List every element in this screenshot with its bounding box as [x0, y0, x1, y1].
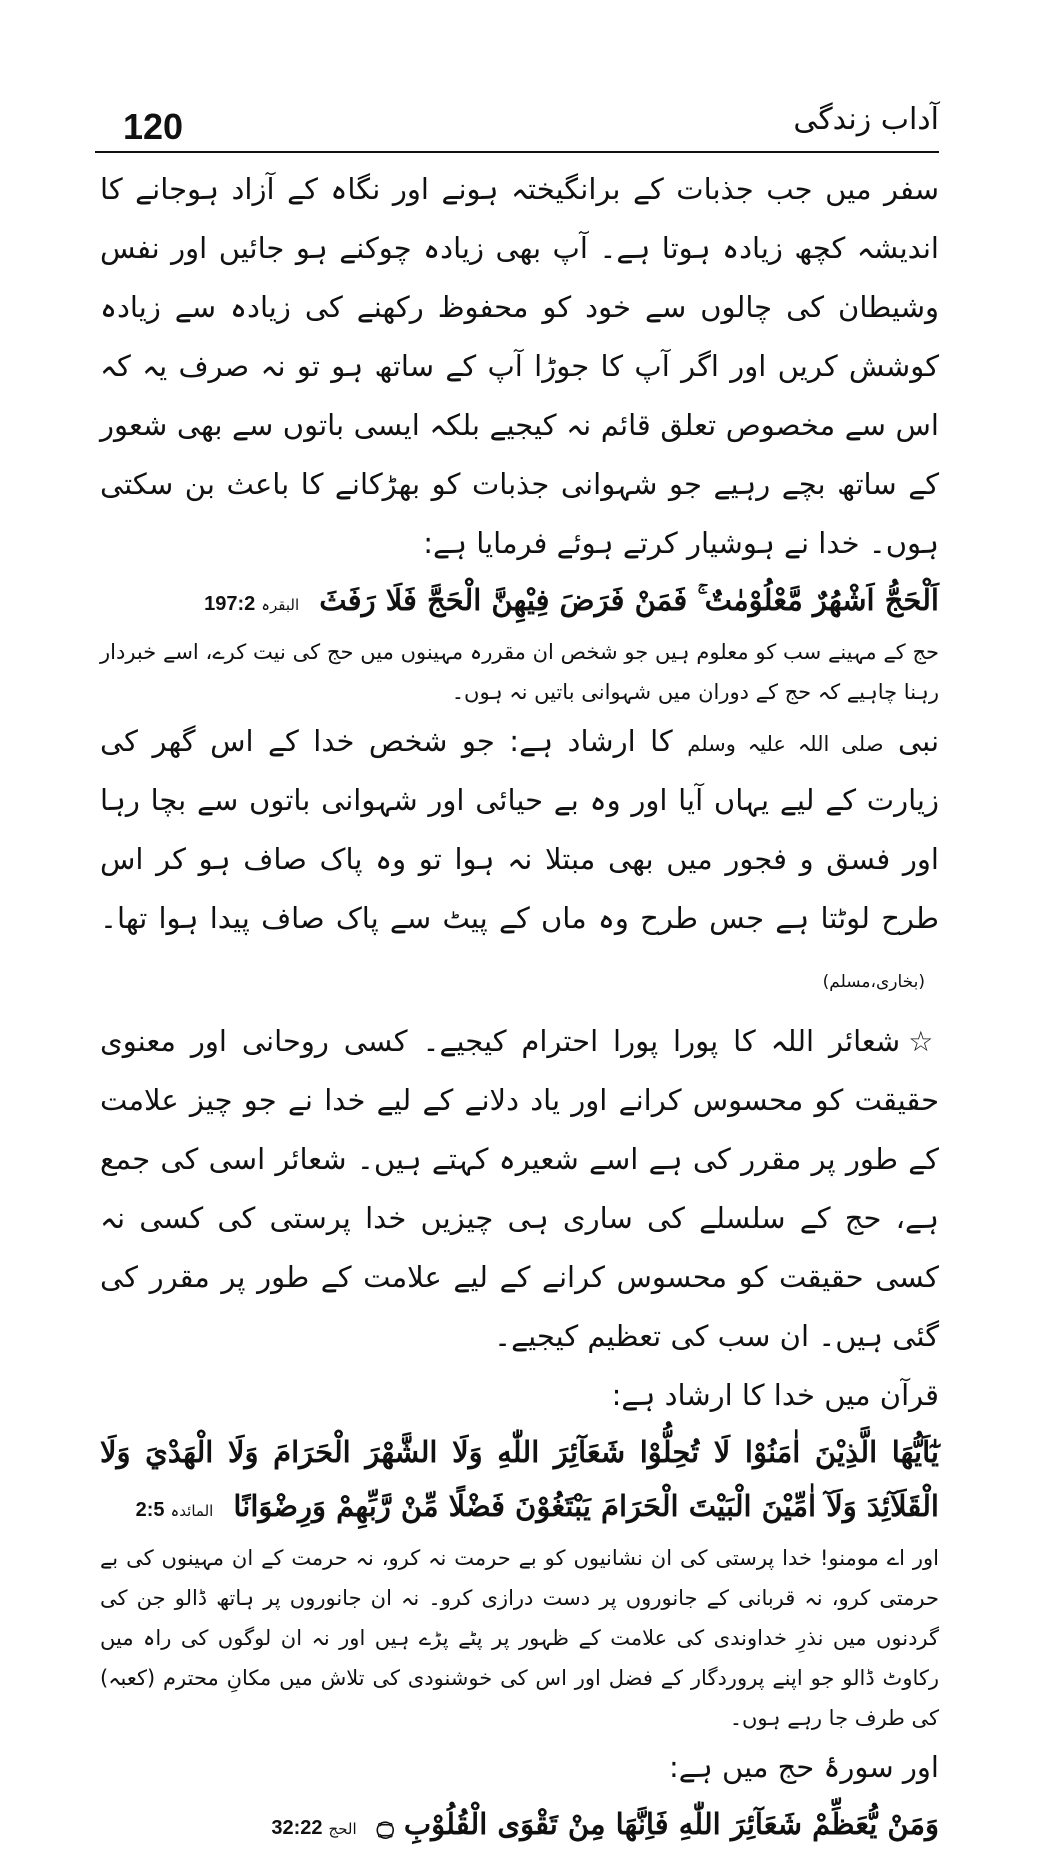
- verse-ref-label: المائدہ: [170, 1502, 214, 1520]
- verse-text: وَمَنْ يُّعَظِّمْ شَعَآئِرَ اللّٰهِ فَاِنَّهَا مِنْ تَقْوَى الْقُلُوْبِ ۝: [376, 1807, 939, 1841]
- paragraph-shaair: [100, 1012, 939, 1366]
- shaair-text: شعائر اللہ کا پورا پورا احترام کیجیے۔ کسی روحانی اور معنوی حقیقت کو محسوس کرانے اور یاد دلانے کے لیے خدا نے جو چیز علامت کے طور پر مقرر کی ہے اسے شعیرہ کہتے ہیں۔ شعائر اسی کی جمع ہے، حج کے سلسلے کی ساری ہی چیزیں خدا پرستی کی کسی نہ کسی حقیقت کو محسوس کرانے کے لیے علامت کے طور پر مقرر کی گئی ہیں۔ ان سب کی تعظیم کیجیے۔: [100, 1024, 939, 1353]
- verse-text: اَلْحَجُّ اَشْهُرٌ مَّعْلُوْمٰتٌ ۚ فَمَنْ فَرَضَ فِيْهِنَّ الْحَجَّ فَلَا رَفَثَ: [319, 583, 939, 617]
- header-rule: [95, 151, 939, 153]
- verse-ref-number: 2:5: [135, 1499, 165, 1521]
- verse-ref-label: الحج: [328, 1820, 357, 1838]
- paragraph-hajj-intro: اور سورۂ حج میں ہے:: [669, 1750, 939, 1784]
- hadith-prefix: نبی: [898, 724, 940, 758]
- quran-verse-hajj: [100, 1797, 939, 1856]
- quran-verse-maidah: [100, 1425, 939, 1538]
- page-body: [100, 160, 939, 1856]
- verse-ref-label: البقرہ: [261, 596, 300, 614]
- paragraph-hadith: [100, 712, 939, 1012]
- salawat-text: صلی اللہ علیہ وسلم: [687, 732, 884, 756]
- verse-ref-number: 197:2: [204, 593, 256, 615]
- hadith-citation: (بخاری،مسلم): [822, 972, 925, 992]
- page-number: 120: [123, 106, 184, 147]
- paragraph-quran-intro: قرآن میں خدا کا ارشاد ہے:: [611, 1378, 939, 1412]
- book-title: آداب زندگی: [793, 102, 939, 137]
- translation-baqarah: حج کے مہینے سب کو معلوم ہیں جو شخص ان مقررہ مہینوں میں حج کی نیت کرے، اسے خبردار رہنا چاہیے کہ حج کے دوران میں شہوانی باتیں نہ ہوں۔: [100, 640, 939, 704]
- paragraph-intro: سفر میں جب جذبات کے برانگیختہ ہونے اور نگاہ کے آزاد ہوجانے کا اندیشہ کچھ زیادہ ہوتا ہے۔ آپ بھی زیادہ چوکنے ہو جائیں اور نفس وشیطان کی چالوں سے خود کو محفوظ رکھنے کی زیادہ سے زیادہ کوشش کریں اور اگر آپ کا جوڑا آپ کے ساتھ ہو تو نہ صرف یہ کہ اس سے مخصوص تعلق قائم نہ کیجیے بلکہ ایسی باتوں سے بھی شعور کے ساتھ بچے رہیے جو شہوانی جذبات کو بھڑکانے کا باعث بن سکتی ہوں۔ خدا نے ہوشیار کرتے ہوئے فرمایا ہے:: [100, 172, 939, 560]
- quran-verse-baqarah: [100, 573, 939, 632]
- translation-maidah: اور اے مومنو! خدا پرستی کی ان نشانیوں کو بے حرمت نہ کرو، نہ حرمت کے ان مہینوں کی بے حرمتی کرو، نہ قربانی کے جانوروں پر دست درازی کرو۔ نہ ان جانوروں پر ہاتھ ڈالو جن کی گردنوں میں نذرِ خداوندی کی علامت کے ظہور پر پٹے پڑے ہیں اور نہ ان لوگوں کی راہ میں رکاوٹ ڈالو جو اپنے پروردگار کے فضل اور اس کی خوشنودی کی تلاش میں مکانِ محترم (کعبہ) کی طرف جا رہے ہوں۔: [100, 1546, 939, 1730]
- star-icon: ☆: [908, 1025, 939, 1058]
- verse-ref-number: 32:22: [271, 1817, 323, 1839]
- verse-text: يٰٓاَيُّهَا الَّذِيْنَ اٰمَنُوْا لَا تُحِلُّوْا شَعَآئِرَ اللّٰهِ وَلَا الشَّهْرَ الْحَرَامَ وَلَا الْهَدْيَ وَلَا الْقَلَآئِدَ وَلَآ اٰمِّيْنَ الْبَيْتَ الْحَرَامَ يَبْتَغُوْنَ فَضْلًا مِّنْ رَّبِّهِمْ وَرِضْوَانًا: [100, 1435, 939, 1523]
- page-header: [95, 96, 939, 146]
- hadith-text: کا ارشاد ہے: جو شخص خدا کے اس گھر کی زیارت کے لیے یہاں آیا اور وہ بے حیائی اور شہوانی باتوں سے بچا رہا اور فسق و فجور میں بھی مبتلا نہ ہوا تو وہ پاک صاف ہو کر اس طرح لوٹتا ہے جس طرح وہ ماں کے پیٹ سے پاک صاف پیدا ہوا تھا۔: [100, 724, 939, 935]
